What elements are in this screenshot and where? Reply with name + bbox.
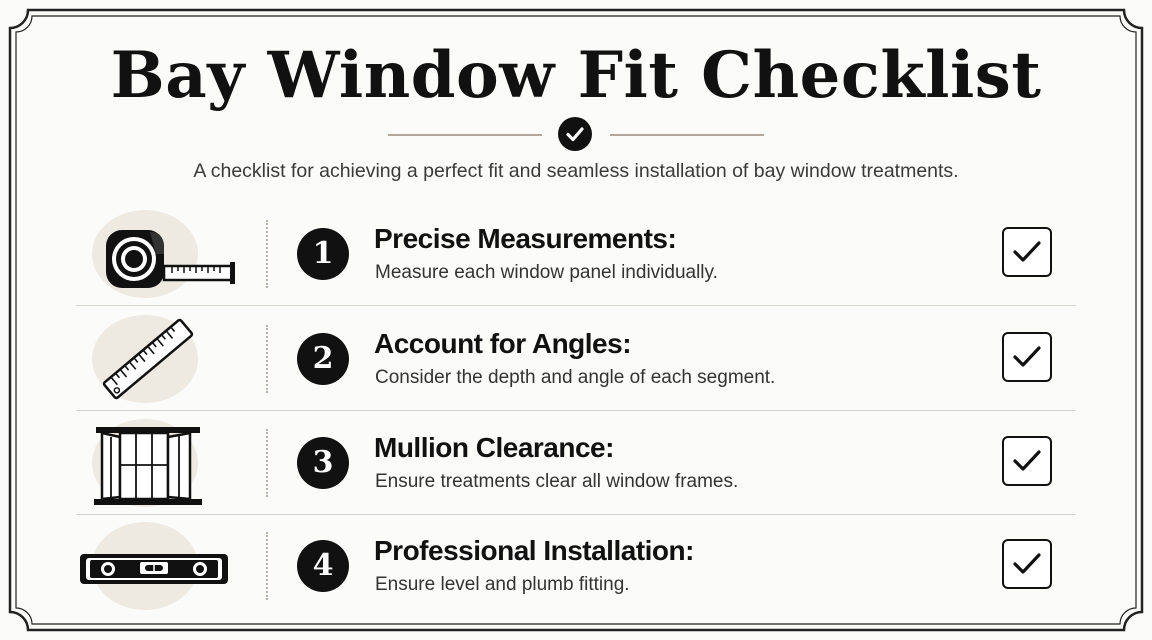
- item-heading: Mullion Clearance:: [374, 432, 614, 463]
- step-number-badge: 3: [297, 437, 349, 489]
- tape-measure-icon: [90, 208, 202, 300]
- item-description: Consider the depth and angle of each segment.: [375, 367, 776, 388]
- item-description: Ensure level and plumb fitting.: [375, 574, 630, 595]
- checkmark-icon: [1012, 551, 1042, 577]
- item-description: Ensure treatments clear all window frames.: [375, 471, 739, 492]
- dotted-separator: [266, 429, 268, 497]
- step-number-badge: 4: [297, 540, 349, 592]
- item-heading: Account for Angles:: [374, 328, 632, 359]
- title-ornament: [388, 116, 764, 152]
- item-heading: Precise Measurements:: [374, 223, 677, 254]
- checkbox-checked[interactable]: [1002, 227, 1052, 277]
- checklist-item: [76, 202, 1076, 306]
- item-description: Measure each window panel individually.: [375, 262, 718, 283]
- dotted-separator: [266, 325, 268, 393]
- checkbox-checked[interactable]: [1002, 332, 1052, 382]
- checkmark-icon: [1012, 239, 1042, 265]
- dotted-separator: [266, 220, 268, 288]
- step-number-badge: 1: [297, 228, 349, 280]
- checkbox-checked[interactable]: [1002, 436, 1052, 486]
- item-heading: Professional Installation:: [374, 535, 694, 566]
- checkmark-icon: [1012, 448, 1042, 474]
- checklist-item: [76, 514, 1076, 618]
- checkmark-icon: [1012, 344, 1042, 370]
- checkbox-checked[interactable]: [1002, 539, 1052, 589]
- check-badge-icon: [558, 117, 592, 151]
- bay-window-icon: [90, 417, 202, 509]
- ornament-line-right: [610, 134, 764, 136]
- page-title: Bay Window Fit Checklist: [110, 38, 1042, 113]
- page-subtitle: A checklist for achieving a perfect fit and seamless installation of bay window treatments.: [193, 160, 959, 182]
- ornament-line-left: [388, 134, 542, 136]
- checklist-item: [76, 411, 1076, 515]
- step-number-badge: 2: [297, 333, 349, 385]
- ruler-icon: [90, 313, 202, 405]
- row-divider: [76, 305, 1076, 307]
- spirit-level-icon: [76, 520, 236, 612]
- checklist-item: [76, 307, 1076, 411]
- dotted-separator: [266, 532, 268, 600]
